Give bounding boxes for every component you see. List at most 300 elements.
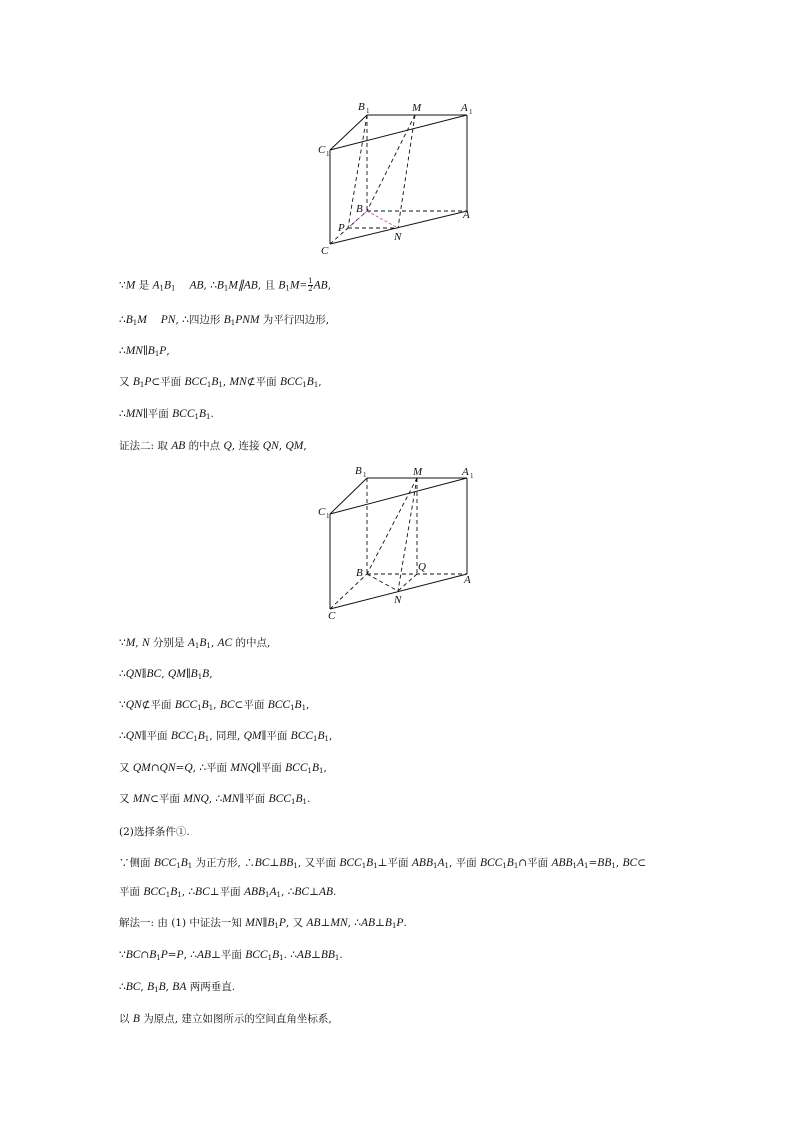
text-run: B — [199, 637, 207, 649]
subscript: 1 — [444, 862, 449, 870]
subscript: 1 — [154, 350, 160, 358]
text-run: B — [211, 376, 219, 388]
label-b: B — [356, 203, 363, 215]
text-run: P — [176, 949, 184, 961]
label-b1: B — [355, 465, 362, 477]
text-run: B — [197, 730, 205, 742]
text-run: PNM — [235, 314, 260, 326]
subscript: 1 — [176, 862, 181, 870]
text-run: BCC — [339, 857, 362, 869]
text-run: ∥ — [185, 668, 191, 680]
text-run: ⊥ — [310, 949, 321, 961]
text-run: QN — [159, 762, 176, 774]
text-run: ⊥ — [320, 917, 331, 929]
subscript: 1 — [165, 891, 171, 899]
text-run: B — [180, 857, 188, 869]
text-run: BC — [219, 699, 235, 711]
segment-mb — [367, 115, 415, 211]
text-run: = — [588, 857, 598, 869]
text-run: BCC — [267, 699, 291, 711]
text-run: 为正方形, ∴ — [192, 857, 255, 869]
text-run: ∥平面 — [142, 408, 173, 420]
text-run: B — [223, 314, 231, 326]
text-line-6 — [119, 439, 307, 453]
label-c1-sub: 1 — [326, 512, 330, 520]
prism-diagram-2 — [310, 462, 490, 624]
text-run: ∵ — [119, 699, 126, 711]
text-run: . — [339, 949, 343, 961]
subscript: 1 — [572, 862, 577, 870]
text-run: 以 — [119, 1013, 133, 1025]
text-run: 的中点 — [185, 440, 224, 452]
text-run: , — [329, 730, 333, 742]
text-run: 又 — [119, 376, 133, 388]
edge-c1b1 — [330, 478, 367, 514]
text-run: . — [333, 886, 337, 898]
text-run: ⊥平面 — [377, 857, 412, 869]
text-run: ∥ — [262, 917, 268, 929]
text-run: ∴ — [119, 730, 126, 742]
text-run: BC — [294, 886, 310, 898]
text-run: AB — [189, 279, 204, 292]
text-line-15 — [119, 885, 336, 902]
text-run: ⊂平面 — [150, 793, 184, 805]
text-line-4 — [119, 375, 322, 392]
subscript: 1 — [432, 862, 438, 870]
text-run: ∴ — [119, 408, 126, 420]
text-run: . — [306, 793, 311, 805]
subscript: 1 — [187, 862, 193, 870]
text-run: MN — [132, 793, 151, 805]
subscript: 1 — [313, 381, 319, 389]
text-run: BCC — [184, 376, 207, 388]
text-run: M — [137, 314, 147, 326]
text-run: B — [125, 314, 133, 326]
text-run: ∴ — [119, 981, 126, 993]
text-run: P — [278, 917, 286, 929]
text-run: ∵侧面 — [119, 857, 154, 869]
text-run: AB — [243, 279, 258, 292]
text-run: , ∴ — [347, 917, 361, 929]
text-run: B — [149, 949, 157, 961]
text-run: A — [187, 637, 195, 649]
subscript: 1 — [194, 413, 199, 421]
text-line-8 — [119, 667, 213, 684]
text-run: M — [125, 279, 136, 292]
text-run: QN — [262, 440, 279, 452]
subscript: 1 — [276, 891, 282, 899]
text-run: ∥平面 — [261, 730, 291, 742]
text-run: Q — [223, 440, 232, 452]
text-run: 为平行四边形, — [259, 314, 330, 326]
subscript: 1 — [159, 284, 164, 293]
label-a: A — [464, 574, 471, 586]
text-run: ∵ — [119, 949, 126, 961]
label-b1: B — [358, 101, 365, 113]
text-run: , — [209, 668, 213, 680]
text-line-2 — [119, 313, 329, 330]
text-run: ⊂ — [637, 857, 647, 869]
text-line-19 — [119, 1012, 332, 1026]
text-run: B — [272, 949, 280, 961]
text-run: 是 — [135, 279, 153, 292]
text-run: ∵ — [119, 279, 126, 292]
text-line-10 — [119, 729, 332, 746]
text-run: BCC — [268, 793, 291, 805]
subscript: 1 — [513, 862, 519, 870]
text-run: MN — [222, 793, 240, 805]
text-run: 为原点, 建立如图所示的空间直角坐标系, — [139, 1013, 332, 1025]
text-run: , — [165, 981, 173, 993]
text-line-3 — [119, 344, 170, 361]
label-q: Q — [418, 561, 426, 573]
text-run: BCC — [290, 730, 314, 742]
text-run: B — [190, 668, 198, 680]
text-run: ⊥平面 — [211, 949, 246, 961]
text-run: AB — [196, 949, 211, 961]
text-run: AB — [318, 886, 334, 898]
text-run: , — [306, 699, 310, 711]
text-run: BCC — [245, 949, 268, 961]
text-run: A — [152, 279, 160, 292]
subscript: 1 — [302, 798, 307, 806]
subscript: 1 — [319, 767, 324, 775]
subscript: 1 — [156, 954, 161, 962]
text-run: , — [323, 762, 327, 774]
subscript: 1 — [208, 704, 214, 712]
text-line-7 — [119, 636, 270, 653]
text-run: BC — [195, 886, 210, 898]
text-run: B — [384, 917, 392, 929]
label-b1-sub: 1 — [366, 107, 370, 115]
text-run: , ∴四边形 — [175, 314, 224, 326]
text-run: B — [170, 886, 178, 898]
text-run: , — [327, 279, 332, 292]
prism-figure-2 — [310, 462, 490, 624]
label-a1: A — [461, 102, 468, 114]
text-line-12 — [119, 792, 310, 809]
subscript: 1 — [197, 704, 202, 712]
text-run: BB — [279, 857, 294, 869]
text-run: , ∴ — [203, 279, 217, 292]
text-run: , — [318, 376, 322, 388]
subscript: 1 — [290, 798, 296, 806]
text-run: . — [403, 917, 407, 929]
text-run: N — [141, 637, 150, 649]
edge-c1b1 — [330, 115, 367, 150]
text-run: B — [278, 279, 286, 292]
text-run: BC — [125, 981, 141, 993]
text-run: , 连接 — [231, 440, 263, 452]
text-run: MNQ — [183, 793, 209, 805]
text-run: 又 — [119, 762, 133, 774]
subscript: 1 — [223, 284, 229, 293]
text-run: , — [278, 440, 286, 452]
subscript: 1 — [334, 954, 340, 962]
text-run: ∥平面 — [255, 762, 286, 774]
text-run: 2 — [308, 285, 313, 293]
text-run: B — [267, 917, 275, 929]
text-run: B — [202, 668, 210, 680]
subscript: 1 — [197, 673, 203, 681]
text-run: ⊥ — [269, 857, 280, 869]
text-run: ∥平面 — [141, 730, 171, 742]
text-run: QM — [132, 762, 151, 774]
text-run: , ∴ — [208, 793, 223, 805]
text-run: = — [175, 762, 185, 774]
subscript: 1 — [293, 862, 298, 870]
prism-diagram-1 — [310, 98, 490, 260]
subscript: 1 — [265, 891, 270, 899]
subscript: 1 — [274, 922, 279, 930]
text-run: P — [159, 345, 167, 357]
text-line-14 — [119, 856, 646, 873]
subscript: 1 — [204, 735, 210, 743]
edge-cb — [330, 574, 367, 609]
text-run: 两两垂直. — [186, 981, 236, 993]
text-run: B — [147, 345, 155, 357]
text-run: 分别是 — [149, 637, 188, 649]
text-run: B — [311, 762, 319, 774]
text-run: , — [166, 345, 170, 357]
text-run: ∩ — [140, 949, 150, 961]
text-run: BC — [254, 857, 270, 869]
text-run: , 同理, — [209, 730, 244, 742]
text-run: , — [161, 668, 168, 680]
text-run: , ∴ — [183, 949, 197, 961]
fraction-half — [308, 278, 312, 293]
text-run: MN — [245, 917, 263, 929]
text-run: 又 — [119, 793, 133, 805]
text-run: P — [160, 949, 168, 961]
subscript: 1 — [177, 891, 182, 899]
label-n: N — [394, 594, 402, 606]
text-run: , 又 — [285, 917, 307, 929]
text-run: B — [198, 408, 207, 420]
text-run: BB — [320, 949, 335, 961]
text-run: B — [294, 699, 302, 711]
label-c: C — [321, 245, 329, 257]
text-run: AC — [217, 637, 233, 649]
text-run: BC — [146, 668, 162, 680]
text-run: , — [615, 857, 623, 869]
text-run: , ∴ — [281, 886, 295, 898]
label-a1-sub: 1 — [469, 108, 473, 116]
label-a1: A — [462, 466, 469, 478]
text-run: ∩平面 — [518, 857, 552, 869]
text-run: ⊥ — [375, 917, 385, 929]
text-run: , — [213, 699, 220, 711]
text-run: MN — [125, 345, 143, 357]
text-run: A — [576, 857, 585, 869]
text-run: AB — [313, 279, 328, 292]
label-b: B — [356, 567, 363, 579]
label-a1-sub: 1 — [470, 472, 474, 480]
subscript: 1 — [218, 381, 223, 389]
subscript: 1 — [206, 381, 212, 389]
text-run: QN — [125, 699, 142, 711]
subscript: 1 — [307, 767, 312, 775]
text-run: Q — [184, 762, 193, 774]
text-run: BCC — [153, 857, 177, 869]
label-b1-sub: 1 — [363, 471, 367, 479]
edge-c1a1 — [330, 478, 467, 514]
text-run: B — [158, 981, 166, 993]
text-run: = — [167, 949, 177, 961]
text-run: . ∴ — [283, 949, 297, 961]
text-run: (2)选择条件①. — [119, 826, 190, 838]
text-run: ⊄平面 — [141, 699, 175, 711]
text-run: B — [147, 981, 155, 993]
text-run: ∴ — [119, 668, 126, 680]
text-run: ABB — [411, 857, 433, 869]
subscript: 1 — [285, 284, 290, 293]
text-run: , — [135, 637, 142, 649]
subscript: 1 — [267, 954, 273, 962]
text-line-1 — [119, 278, 331, 296]
subscript: 1 — [584, 862, 589, 870]
text-line-5 — [119, 407, 214, 424]
text-run: ABB — [551, 857, 573, 869]
text-run: B — [132, 376, 140, 388]
subscript: 1 — [132, 319, 138, 327]
subscript: 1 — [611, 862, 616, 870]
prism-figure-1 — [310, 98, 490, 260]
text-run: MN — [229, 376, 247, 388]
segment-bn — [367, 574, 398, 591]
text-run: QN — [125, 668, 142, 680]
text-run: QM — [167, 668, 186, 680]
label-a: A — [463, 209, 470, 221]
text-run: , ∴ — [181, 886, 196, 898]
text-run: MNQ — [230, 762, 256, 774]
text-run: , 且 — [257, 279, 279, 292]
subscript: 1 — [154, 986, 159, 994]
text-run: ∥ — [142, 345, 148, 357]
text-run: 证法二: 取 — [119, 440, 172, 452]
text-line-11 — [119, 761, 327, 778]
text-run: ⊥ — [309, 886, 319, 898]
text-run: , 平面 — [448, 857, 480, 869]
subscript: 1 — [230, 319, 236, 327]
text-run: , — [222, 376, 230, 388]
text-run: QN — [125, 730, 142, 742]
text-run: BC — [622, 857, 638, 869]
text-run: 平面 — [119, 886, 144, 898]
text-run: ABB — [243, 886, 266, 898]
label-c1: C — [318, 144, 326, 156]
text-run: B — [317, 730, 325, 742]
label-m: M — [413, 466, 423, 478]
text-run: M — [125, 637, 136, 649]
segment-bn — [367, 211, 398, 228]
text-run: , — [210, 637, 218, 649]
subscript: 1 — [324, 735, 330, 743]
label-c1-sub: 1 — [326, 150, 330, 158]
text-run: AB — [296, 949, 311, 961]
segment-mb — [367, 478, 417, 574]
text-run: , — [303, 440, 307, 452]
subscript: 1 — [391, 922, 397, 930]
text-run: ⊥平面 — [209, 886, 244, 898]
text-run: B — [306, 376, 314, 388]
text-run: AB — [360, 917, 376, 929]
text-run: MN — [330, 917, 348, 929]
text-run: B — [366, 857, 374, 869]
text-run: , 又平面 — [297, 857, 340, 869]
text-run: ⊂平面 — [234, 699, 268, 711]
text-run: P — [144, 376, 152, 388]
text-run: BCC — [285, 762, 308, 774]
text-run: , — [140, 981, 148, 993]
text-line-17 — [119, 948, 343, 965]
text-run: BA — [172, 981, 187, 993]
text-run: ∴ — [119, 314, 126, 326]
text-run: M= — [289, 279, 308, 292]
label-c1: C — [318, 506, 326, 518]
text-run: ∵ — [119, 637, 126, 649]
subscript: 1 — [206, 413, 211, 421]
text-run: 解法一: 由 (1) 中证法一知 — [119, 917, 246, 929]
text-run: B — [201, 699, 209, 711]
text-run: BC — [125, 949, 141, 961]
label-m: M — [412, 102, 422, 114]
text-run: ⊄平面 — [246, 376, 280, 388]
label-n: N — [394, 231, 402, 243]
text-run: A — [269, 886, 277, 898]
subscript: 1 — [139, 381, 145, 389]
text-run: MN — [125, 408, 143, 420]
text-run: A — [437, 857, 445, 869]
text-run: P — [396, 917, 404, 929]
subscript: 1 — [279, 954, 284, 962]
text-run: BCC — [143, 886, 166, 898]
text-run: QM — [285, 440, 304, 452]
text-run: ∥ — [141, 668, 147, 680]
text-run: ∩ — [150, 762, 160, 774]
text-run: PN — [160, 314, 176, 326]
text-run: AB — [306, 917, 321, 929]
text-run: BCC — [174, 699, 198, 711]
text-line-13 — [119, 825, 190, 839]
subscript: 1 — [502, 862, 507, 870]
text-run: BCC — [279, 376, 303, 388]
text-run: ∴ — [119, 345, 126, 357]
text-run: B — [216, 279, 224, 292]
text-run: BCC — [170, 730, 194, 742]
text-run: QM — [243, 730, 262, 742]
text-run: B — [506, 857, 514, 869]
subscript: 1 — [302, 381, 307, 389]
text-line-16 — [119, 916, 407, 933]
text-run: , ∴平面 — [192, 762, 231, 774]
subscript: 1 — [206, 642, 211, 650]
label-c: C — [328, 610, 336, 622]
text-run: ∥平面 — [239, 793, 269, 805]
text-run: B — [132, 1013, 140, 1025]
subscript: 1 — [313, 735, 318, 743]
subscript: 1 — [194, 642, 200, 650]
text-run: B — [163, 279, 171, 292]
text-run: BCC — [479, 857, 503, 869]
text-run: 的中点, — [232, 637, 271, 649]
subscript: 1 — [290, 704, 295, 712]
subscript: 1 — [171, 284, 176, 293]
text-run: BCC — [172, 408, 195, 420]
text-run: ⊂平面 — [151, 376, 185, 388]
text-run: M∥ — [228, 279, 244, 292]
text-run: BB — [597, 857, 612, 869]
